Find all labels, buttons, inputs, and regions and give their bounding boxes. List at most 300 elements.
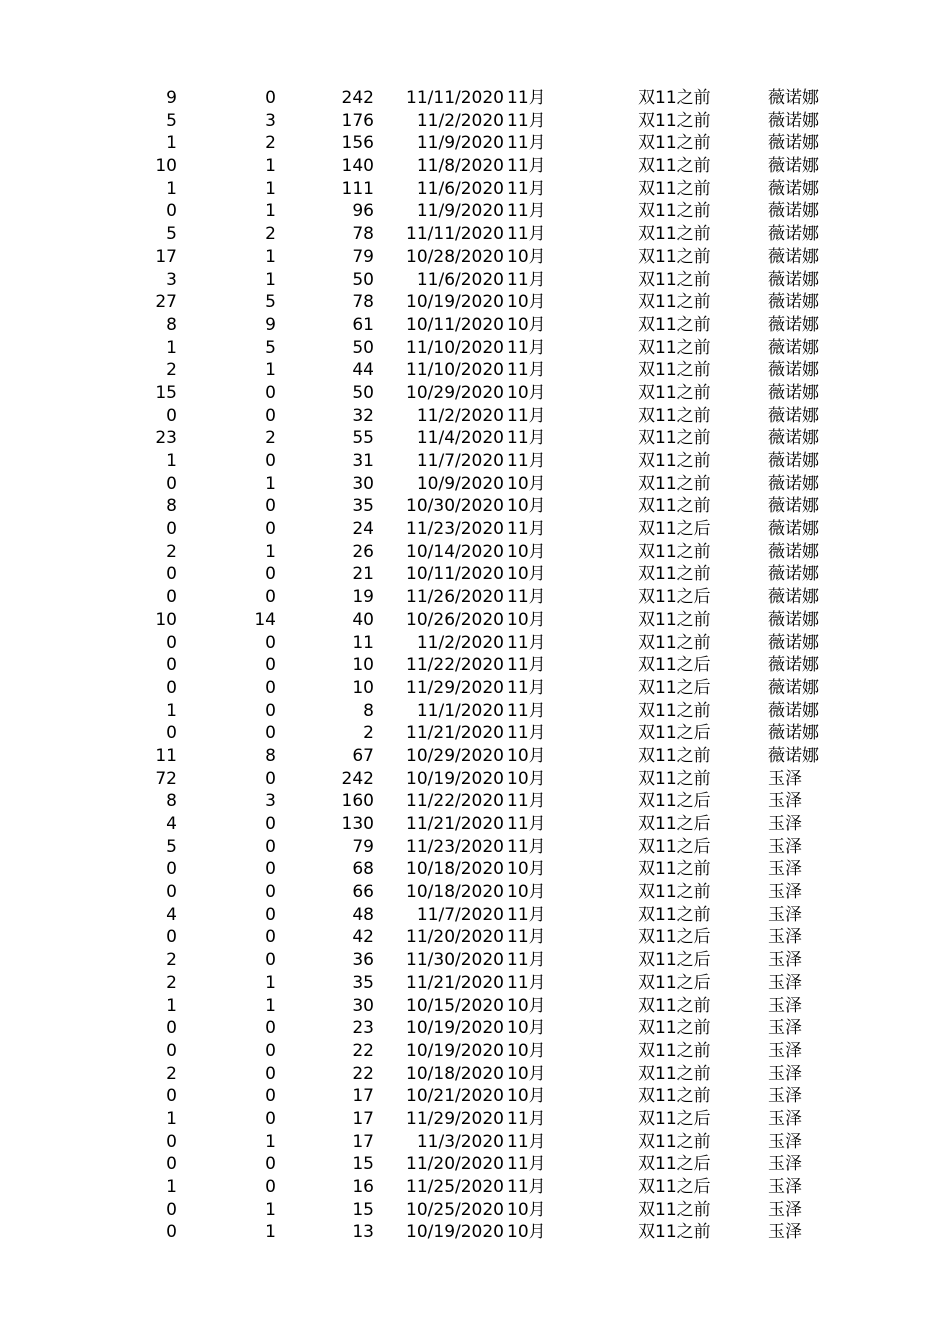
table-row: [0, 518, 950, 541]
table-cell: 双11之后: [638, 1177, 711, 1197]
table-cell: 11/3/2020: [416, 1131, 504, 1152]
table-row: [0, 1153, 950, 1176]
table-row: [0, 110, 950, 133]
table-cell: 11月: [507, 156, 546, 177]
table-cell: 10月: [507, 1222, 546, 1243]
table-cell: 0: [166, 655, 177, 676]
table-row: [0, 450, 950, 473]
table-cell: 9: [265, 314, 276, 335]
table-cell: 11/9/2020: [416, 133, 504, 154]
table-cell: 0: [166, 587, 177, 608]
table-cell: 0: [265, 904, 276, 925]
table-cell: 0: [166, 1018, 177, 1039]
table-cell: 3: [265, 791, 276, 812]
table-cell: 10月: [507, 246, 546, 267]
table-cell: 10/9/2020: [416, 473, 504, 494]
table-cell: 双11之前: [638, 745, 711, 766]
table-cell: 11月: [507, 88, 546, 108]
table-cell: 11月: [507, 791, 546, 812]
table-cell: 11/21/2020: [406, 814, 504, 834]
table-cell: 44: [352, 360, 374, 381]
table-cell: 双11之后: [638, 791, 711, 812]
table-cell: 0: [166, 882, 177, 903]
table-cell: 0: [166, 859, 177, 880]
table-cell: 玉泽: [768, 1108, 802, 1129]
table-cell: 8: [166, 496, 177, 517]
table-cell: 双11之后: [638, 519, 711, 540]
table-cell: 11月: [507, 428, 546, 449]
table-row: [0, 405, 950, 428]
table-cell: 2: [265, 133, 276, 154]
table-cell: 薇诺娜: [768, 564, 819, 585]
table-cell: 11月: [507, 904, 546, 925]
table-cell: 11/1/2020: [416, 700, 504, 721]
table-cell: 79: [352, 836, 374, 857]
table-cell: 玉泽: [768, 904, 802, 925]
table-cell: 双11之前: [638, 1086, 711, 1107]
table-cell: 双11之后: [638, 587, 711, 608]
table-cell: 8: [166, 791, 177, 812]
table-cell: 0: [166, 1154, 177, 1175]
table-cell: 0: [265, 655, 276, 676]
table-cell: 薇诺娜: [768, 655, 819, 676]
table-cell: 78: [352, 292, 374, 313]
table-cell: 1: [166, 1177, 177, 1197]
table-cell: 10/30/2020: [406, 496, 504, 517]
table-cell: 5: [166, 110, 177, 131]
table-cell: 双11之前: [638, 700, 711, 721]
table-cell: 双11之前: [638, 1063, 711, 1084]
table-cell: 10月: [507, 1040, 546, 1061]
table-cell: 11月: [507, 519, 546, 540]
table-cell: 1: [265, 201, 276, 222]
table-cell: 96: [352, 201, 374, 222]
table-row: [0, 269, 950, 292]
table-row: [0, 359, 950, 382]
table-cell: 1: [265, 541, 276, 562]
table-cell: 玉泽: [768, 836, 802, 857]
table-cell: 0: [265, 814, 276, 834]
table-row: [0, 972, 950, 995]
table-cell: 2: [166, 1063, 177, 1084]
table-cell: 5: [265, 337, 276, 358]
table-row: [0, 132, 950, 155]
table-cell: 32: [352, 405, 374, 426]
table-cell: 双11之前: [638, 995, 711, 1016]
table-cell: 双11之前: [638, 156, 711, 177]
table-cell: 2: [363, 723, 374, 744]
table-cell: 8: [166, 314, 177, 335]
spreadsheet-table: [0, 87, 950, 1244]
table-cell: 玉泽: [768, 859, 802, 880]
table-cell: 0: [265, 723, 276, 744]
table-cell: 23: [352, 1018, 374, 1039]
table-cell: 11月: [507, 1154, 546, 1175]
table-cell: 双11之后: [638, 836, 711, 857]
table-cell: 0: [166, 405, 177, 426]
table-row: [0, 495, 950, 518]
table-cell: 21: [352, 564, 374, 585]
table-cell: 130: [341, 814, 374, 834]
table-cell: 11/2/2020: [416, 405, 504, 426]
table-cell: 11/11/2020: [406, 88, 504, 108]
table-cell: 11月: [507, 836, 546, 857]
table-cell: 30: [352, 995, 374, 1016]
table-cell: 双11之前: [638, 1131, 711, 1152]
table-cell: 48: [352, 904, 374, 925]
table-cell: 薇诺娜: [768, 609, 819, 630]
table-cell: 111: [341, 178, 374, 199]
table-cell: 67: [352, 745, 374, 766]
table-cell: 0: [265, 859, 276, 880]
table-cell: 薇诺娜: [768, 519, 819, 540]
table-cell: 1: [265, 1199, 276, 1220]
table-cell: 薇诺娜: [768, 337, 819, 358]
table-cell: 11/22/2020: [406, 655, 504, 676]
table-cell: 0: [166, 564, 177, 585]
table-row: [0, 178, 950, 201]
table-cell: 10/19/2020: [406, 1222, 504, 1243]
table-cell: 15: [155, 382, 177, 403]
table-cell: 30: [352, 473, 374, 494]
table-cell: 0: [265, 519, 276, 540]
table-cell: 0: [265, 405, 276, 426]
table-row: [0, 1063, 950, 1086]
table-cell: 薇诺娜: [768, 632, 819, 653]
table-cell: 双11之前: [638, 110, 711, 131]
table-cell: 27: [155, 292, 177, 313]
table-cell: 3: [166, 269, 177, 290]
table-cell: 10/19/2020: [406, 1040, 504, 1061]
table-cell: 双11之前: [638, 224, 711, 245]
table-cell: 0: [265, 496, 276, 517]
table-cell: 10/18/2020: [406, 859, 504, 880]
table-cell: 10月: [507, 1063, 546, 1084]
table-cell: 31: [352, 451, 374, 471]
table-cell: 薇诺娜: [768, 314, 819, 335]
table-row: [0, 246, 950, 269]
table-cell: 242: [341, 768, 374, 789]
table-cell: 双11之前: [638, 904, 711, 925]
table-cell: 11/30/2020: [406, 950, 504, 971]
table-row: [0, 995, 950, 1018]
table-row: [0, 881, 950, 904]
table-cell: 11月: [507, 269, 546, 290]
table-cell: 0: [166, 519, 177, 540]
table-cell: 11月: [507, 360, 546, 381]
table-cell: 14: [254, 609, 276, 630]
table-cell: 10/18/2020: [406, 1063, 504, 1084]
table-cell: 16: [352, 1177, 374, 1197]
table-cell: 薇诺娜: [768, 496, 819, 517]
table-cell: 11月: [507, 655, 546, 676]
table-cell: 双11之前: [638, 541, 711, 562]
table-cell: 0: [265, 1177, 276, 1197]
table-row: [0, 563, 950, 586]
table-cell: 双11之前: [638, 564, 711, 585]
table-cell: 玉泽: [768, 1177, 802, 1197]
table-cell: 15: [352, 1199, 374, 1220]
table-cell: 1: [166, 451, 177, 471]
table-cell: 10月: [507, 473, 546, 494]
table-row: [0, 654, 950, 677]
table-cell: 10月: [507, 859, 546, 880]
table-cell: 11/7/2020: [416, 451, 504, 471]
table-row: [0, 1131, 950, 1154]
table-row: [0, 904, 950, 927]
table-cell: 0: [265, 1108, 276, 1129]
table-row: [0, 314, 950, 337]
table-cell: 薇诺娜: [768, 246, 819, 267]
table-cell: 薇诺娜: [768, 88, 819, 108]
table-cell: 薇诺娜: [768, 428, 819, 449]
table-cell: 1: [166, 133, 177, 154]
table-cell: 1: [166, 700, 177, 721]
table-cell: 双11之前: [638, 88, 711, 108]
table-row: [0, 677, 950, 700]
table-cell: 0: [265, 587, 276, 608]
table-cell: 11/21/2020: [406, 972, 504, 993]
table-row: [0, 1221, 950, 1244]
table-cell: 1: [166, 1108, 177, 1129]
table-cell: 0: [166, 1131, 177, 1152]
table-cell: 11/23/2020: [406, 836, 504, 857]
table-cell: 11月: [507, 1131, 546, 1152]
table-cell: 薇诺娜: [768, 473, 819, 494]
table-cell: 薇诺娜: [768, 201, 819, 222]
table-cell: 11月: [507, 1108, 546, 1129]
table-cell: 0: [166, 1086, 177, 1107]
table-cell: 11/26/2020: [406, 587, 504, 608]
table-cell: 1: [166, 995, 177, 1016]
table-cell: 11月: [507, 201, 546, 222]
table-cell: 11/25/2020: [406, 1177, 504, 1197]
table-cell: 薇诺娜: [768, 156, 819, 177]
table-cell: 双11之前: [638, 1222, 711, 1243]
table-cell: 61: [352, 314, 374, 335]
table-cell: 23: [155, 428, 177, 449]
table-cell: 0: [265, 1018, 276, 1039]
table-cell: 2: [166, 360, 177, 381]
table-cell: 玉泽: [768, 1086, 802, 1107]
table-row: [0, 790, 950, 813]
table-cell: 薇诺娜: [768, 451, 819, 471]
table-cell: 10/15/2020: [406, 995, 504, 1016]
table-cell: 140: [341, 156, 374, 177]
table-cell: 1: [166, 178, 177, 199]
table-cell: 1: [265, 1131, 276, 1152]
table-row: [0, 836, 950, 859]
table-cell: 双11之后: [638, 927, 711, 948]
table-cell: 11/6/2020: [416, 269, 504, 290]
table-cell: 10月: [507, 541, 546, 562]
table-row: [0, 155, 950, 178]
table-cell: 11/29/2020: [406, 1108, 504, 1129]
table-cell: 26: [352, 541, 374, 562]
table-cell: 11/2/2020: [416, 632, 504, 653]
table-cell: 10: [155, 156, 177, 177]
table-cell: 11月: [507, 110, 546, 131]
table-row: [0, 473, 950, 496]
table-cell: 0: [265, 1063, 276, 1084]
table-cell: 176: [341, 110, 374, 131]
table-cell: 11/23/2020: [406, 519, 504, 540]
table-row: [0, 858, 950, 881]
table-cell: 15: [352, 1154, 374, 1175]
table-cell: 0: [265, 700, 276, 721]
table-cell: 10/11/2020: [406, 564, 504, 585]
table-cell: 10: [352, 677, 374, 698]
table-cell: 1: [265, 156, 276, 177]
table-cell: 双11之前: [638, 882, 711, 903]
table-cell: 双11之后: [638, 723, 711, 744]
table-cell: 11月: [507, 723, 546, 744]
table-cell: 160: [341, 791, 374, 812]
table-cell: 10月: [507, 609, 546, 630]
table-row: [0, 745, 950, 768]
table-cell: 薇诺娜: [768, 723, 819, 744]
table-cell: 1: [166, 337, 177, 358]
table-cell: 2: [265, 224, 276, 245]
table-row: [0, 223, 950, 246]
table-row: [0, 768, 950, 791]
table-cell: 50: [352, 269, 374, 290]
table-cell: 双11之前: [638, 178, 711, 199]
table-cell: 薇诺娜: [768, 269, 819, 290]
table-row: [0, 949, 950, 972]
table-cell: 24: [352, 519, 374, 540]
table-row: [0, 87, 950, 110]
table-cell: 55: [352, 428, 374, 449]
table-row: [0, 1199, 950, 1222]
table-cell: 双11之前: [638, 859, 711, 880]
table-cell: 玉泽: [768, 1154, 802, 1175]
table-cell: 11月: [507, 224, 546, 245]
table-cell: 2: [265, 428, 276, 449]
table-cell: 双11之后: [638, 814, 711, 834]
table-cell: 双11之前: [638, 1018, 711, 1039]
table-cell: 10/19/2020: [406, 1018, 504, 1039]
table-cell: 11月: [507, 632, 546, 653]
table-cell: 双11之前: [638, 246, 711, 267]
table-cell: 36: [352, 950, 374, 971]
table-cell: 11月: [507, 451, 546, 471]
table-cell: 11月: [507, 405, 546, 426]
table-cell: 0: [166, 201, 177, 222]
table-cell: 10月: [507, 314, 546, 335]
table-cell: 双11之前: [638, 428, 711, 449]
table-cell: 薇诺娜: [768, 292, 819, 313]
table-cell: 双11之前: [638, 1040, 711, 1061]
table-cell: 35: [352, 496, 374, 517]
table-row: [0, 1017, 950, 1040]
table-cell: 8: [363, 700, 374, 721]
table-cell: 玉泽: [768, 927, 802, 948]
table-cell: 17: [352, 1086, 374, 1107]
table-cell: 玉泽: [768, 1018, 802, 1039]
table-cell: 双11之前: [638, 451, 711, 471]
table-cell: 0: [265, 768, 276, 789]
table-cell: 10月: [507, 882, 546, 903]
table-cell: 0: [166, 677, 177, 698]
table-cell: 薇诺娜: [768, 700, 819, 721]
table-cell: 玉泽: [768, 1040, 802, 1061]
table-cell: 双11之后: [638, 1154, 711, 1175]
table-cell: 1: [265, 972, 276, 993]
table-cell: 双11之前: [638, 768, 711, 789]
table-cell: 19: [352, 587, 374, 608]
table-cell: 72: [155, 768, 177, 789]
table-cell: 42: [352, 927, 374, 948]
table-row: [0, 1085, 950, 1108]
table-cell: 11月: [507, 700, 546, 721]
table-cell: 双11之后: [638, 950, 711, 971]
table-row: [0, 541, 950, 564]
table-cell: 双11之前: [638, 133, 711, 154]
table-cell: 66: [352, 882, 374, 903]
table-cell: 薇诺娜: [768, 360, 819, 381]
table-cell: 11: [352, 632, 374, 653]
table-cell: 17: [155, 246, 177, 267]
table-cell: 玉泽: [768, 814, 802, 834]
table-cell: 薇诺娜: [768, 224, 819, 245]
table-cell: 11/11/2020: [406, 224, 504, 245]
table-cell: 2: [166, 950, 177, 971]
table-cell: 10月: [507, 768, 546, 789]
table-cell: 10月: [507, 564, 546, 585]
table-cell: 78: [352, 224, 374, 245]
table-cell: 玉泽: [768, 1222, 802, 1243]
table-cell: 双11之后: [638, 677, 711, 698]
table-cell: 10/19/2020: [406, 768, 504, 789]
table-cell: 10/18/2020: [406, 882, 504, 903]
table-cell: 0: [265, 927, 276, 948]
table-cell: 79: [352, 246, 374, 267]
table-cell: 11月: [507, 1177, 546, 1197]
table-cell: 10月: [507, 1018, 546, 1039]
table-cell: 11月: [507, 677, 546, 698]
table-cell: 0: [166, 473, 177, 494]
table-cell: 10/21/2020: [406, 1086, 504, 1107]
table-cell: 1: [265, 246, 276, 267]
table-cell: 11/21/2020: [406, 723, 504, 744]
table-cell: 0: [166, 927, 177, 948]
table-cell: 10/11/2020: [406, 314, 504, 335]
table-cell: 双11之前: [638, 405, 711, 426]
table-cell: 双11之前: [638, 269, 711, 290]
table-cell: 2: [166, 541, 177, 562]
table-row: [0, 722, 950, 745]
table-cell: 11月: [507, 133, 546, 154]
table-cell: 11/10/2020: [406, 360, 504, 381]
table-cell: 1: [265, 1222, 276, 1243]
table-row: [0, 1108, 950, 1131]
table-cell: 0: [265, 382, 276, 403]
table-cell: 10/14/2020: [406, 541, 504, 562]
table-cell: 薇诺娜: [768, 541, 819, 562]
table-cell: 50: [352, 382, 374, 403]
table-cell: 11月: [507, 814, 546, 834]
table-cell: 0: [265, 451, 276, 471]
table-cell: 薇诺娜: [768, 405, 819, 426]
table-cell: 薇诺娜: [768, 587, 819, 608]
table-cell: 玉泽: [768, 995, 802, 1016]
table-cell: 玉泽: [768, 882, 802, 903]
table-cell: 玉泽: [768, 768, 802, 789]
table-cell: 13: [352, 1222, 374, 1243]
table-cell: 10/28/2020: [406, 246, 504, 267]
table-cell: 10/19/2020: [406, 292, 504, 313]
